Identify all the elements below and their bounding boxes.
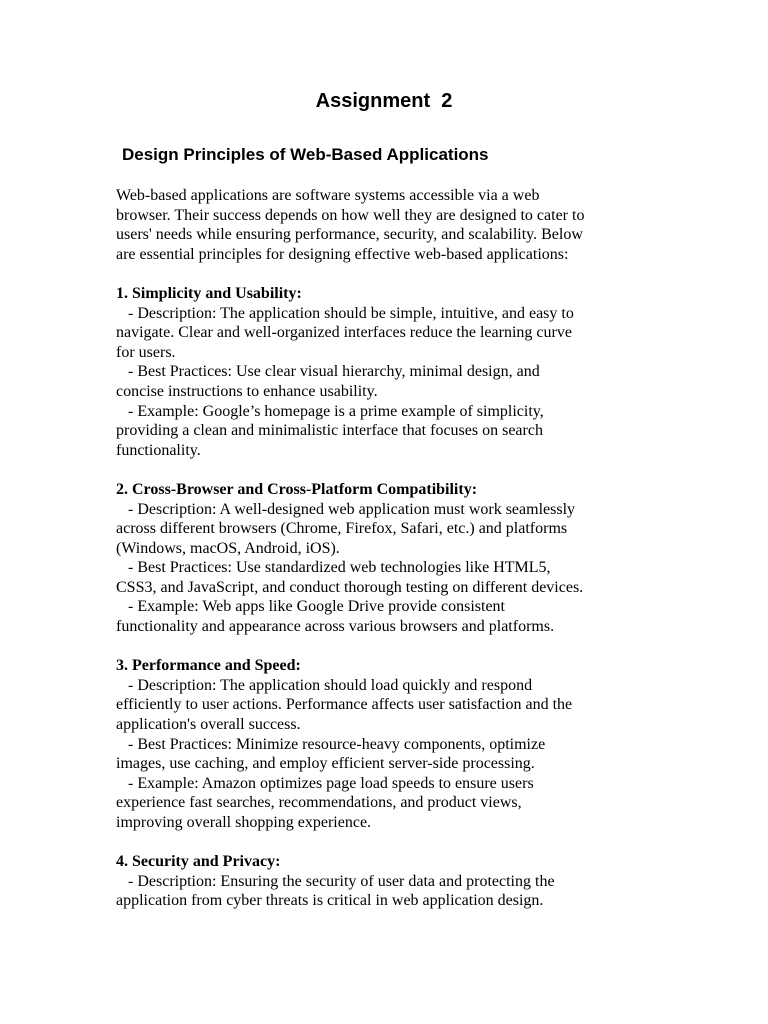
- section-simplicity-usability: [116, 284, 656, 460]
- description-line: for users.: [116, 343, 176, 361]
- description-line: across different browsers (Chrome, Firefox, Safari, etc.) and platforms: [116, 520, 568, 538]
- example-line: functionality.: [116, 441, 201, 459]
- description-line: navigate. Clear and well-organized interfaces reduce the learning curve: [116, 324, 572, 342]
- intro-line: browser. Their success depends on how well they are designed to cater to: [116, 206, 585, 224]
- description-line: - Description: A well-designed web application must work seamlessly: [128, 500, 576, 518]
- intro-line: Web-based applications are software systems accessible via a web: [116, 187, 540, 204]
- section-compatibility: [116, 480, 656, 637]
- spacer: [116, 637, 656, 657]
- example-line: - Example: Amazon optimizes page load speeds to ensure users: [128, 774, 534, 792]
- intro-line: users' needs while ensuring performance, security, and scalability. Below: [116, 226, 583, 244]
- best-practices-line: concise instructions to enhance usability.: [116, 382, 378, 400]
- best-practices-line: - Best Practices: Use clear visual hierarchy, minimal design, and: [128, 363, 540, 381]
- description-line: - Description: The application should be simple, intuitive, and easy to: [128, 304, 574, 322]
- example-line: - Example: Google’s homepage is a prime example of simplicity,: [128, 402, 544, 420]
- description-line: - Description: Ensuring the security of user data and protecting the: [128, 872, 555, 890]
- section-security-privacy: [116, 852, 656, 911]
- example-line: - Example: Web apps like Google Drive provide consistent: [128, 598, 505, 616]
- description-line: - Description: The application should load quickly and respond: [128, 676, 533, 694]
- example-line: functionality and appearance across various browsers and platforms.: [116, 618, 555, 636]
- intro-line: are essential principles for designing effective web-based applications:: [116, 245, 569, 263]
- best-practices-line: - Best Practices: Minimize resource-heavy components, optimize: [128, 735, 546, 753]
- section-heading: 1. Simplicity and Usability:: [116, 284, 302, 302]
- description-line: application from cyber threats is critical in web application design.: [116, 892, 544, 910]
- description-line: efficiently to user actions. Performance affects user satisfaction and the: [116, 696, 573, 714]
- document-body: [116, 186, 656, 911]
- best-practices-line: - Best Practices: Use standardized web technologies like HTML5,: [128, 559, 551, 577]
- example-line: improving overall shopping experience.: [116, 814, 372, 831]
- description-line: application's overall success.: [116, 716, 301, 734]
- spacer: [116, 460, 656, 480]
- page-title: Assignment 2: [315, 90, 453, 112]
- description-line: (Windows, macOS, Android, iOS).: [116, 539, 340, 557]
- example-line: providing a clean and minimalistic interface that focuses on search: [116, 422, 543, 440]
- best-practices-line: images, use caching, and employ efficient server-side processing.: [116, 755, 535, 773]
- section-heading: 4. Security and Privacy:: [116, 853, 281, 871]
- example-line: experience fast searches, recommendations, and product views,: [116, 794, 522, 812]
- page-subtitle: Design Principles of Web-Based Applications: [122, 145, 489, 164]
- spacer: [116, 264, 656, 284]
- spacer: [116, 833, 656, 853]
- section-heading: 2. Cross-Browser and Cross-Platform Compatibility:: [116, 480, 478, 498]
- best-practices-line: CSS3, and JavaScript, and conduct thorough testing on different devices.: [116, 578, 584, 596]
- section-performance-speed: [116, 656, 656, 832]
- section-heading: 3. Performance and Speed:: [116, 657, 301, 675]
- intro-paragraph: [116, 186, 656, 264]
